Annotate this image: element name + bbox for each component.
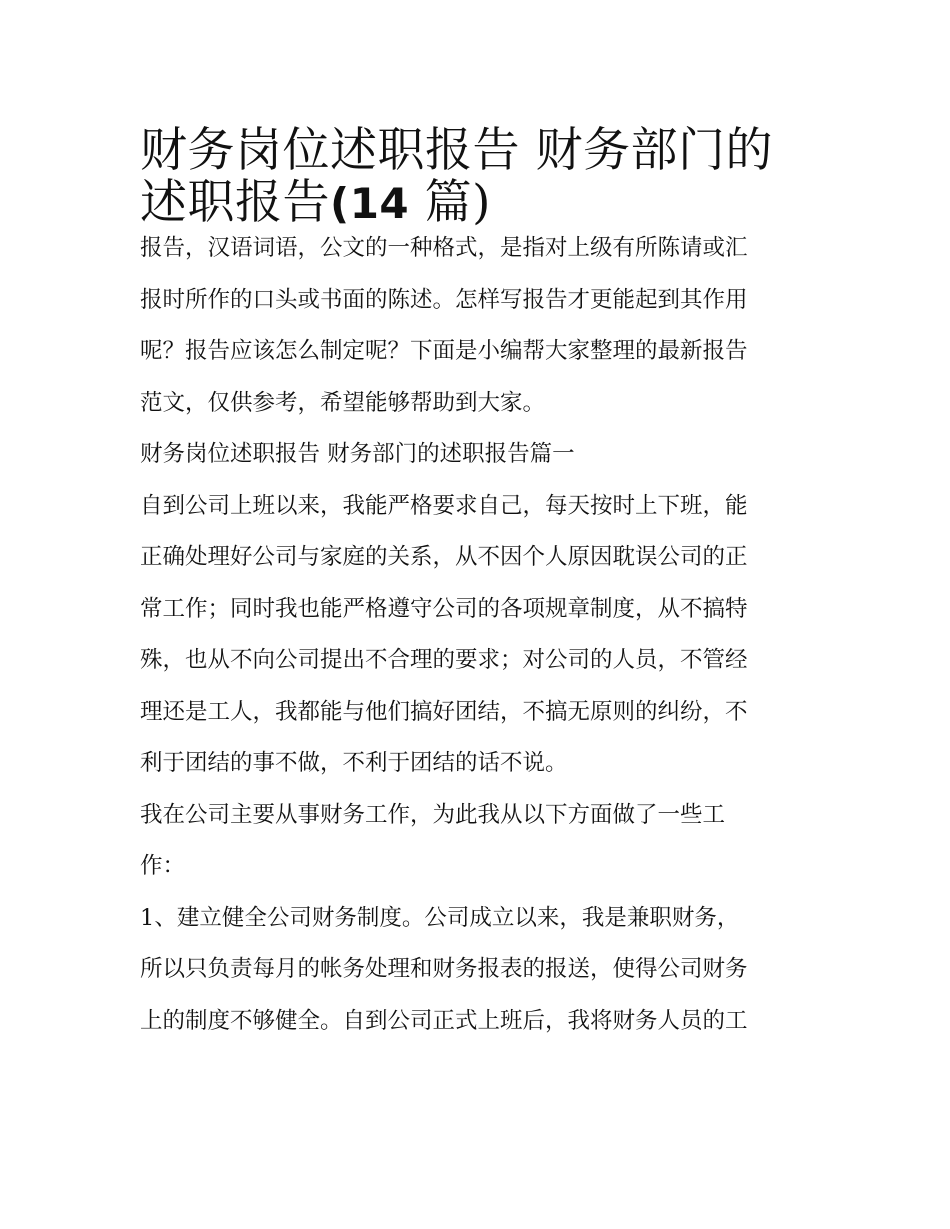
text-line: 报时所作的口头或书面的陈述。怎样写报告才更能起到其作用 [140, 286, 748, 313]
text-line: 我在公司主要从事财务工作，为此我从以下方面做了一些工 [140, 801, 726, 828]
title-suffix: 篇) [409, 174, 491, 230]
title-paren-open: ( [330, 178, 350, 228]
text-line: 所以只负责每月的帐务处理和财务报表的报送，使得公司财务 [140, 956, 748, 982]
body-paragraph-2 [140, 790, 815, 893]
intro-paragraph [140, 223, 815, 429]
text-line: 1、建立健全公司财务制度。公司成立以来，我是兼职财务， [140, 904, 740, 931]
text-line: 报告，汉语词语，公文的一种格式，是指对上级有所陈请或汇 [140, 235, 748, 261]
title-line-1: 财务岗位述职报告 财务部门的 [140, 123, 773, 178]
text-line: 范文，仅供参考，希望能够帮助到大家。 [140, 389, 546, 416]
text-line: 作： [140, 853, 186, 879]
body-paragraph-1 [140, 481, 815, 790]
text-line: 上的制度不够健全。自到公司正式上班后，我将财务人员的工 [140, 1007, 748, 1034]
section-heading-text: 财务岗位述职报告 财务部门的述职报告篇一 [140, 441, 575, 467]
section-heading [140, 429, 815, 481]
document-body [140, 112, 815, 1047]
title-count: 14 [349, 178, 410, 228]
list-item-1 [140, 893, 815, 1048]
text-line: 正确处理好公司与家庭的关系，从不因个人原因耽误公司的正 [140, 544, 748, 570]
text-line: 常工作；同时我也能严格遵守公司的各项规章制度，从不搞特 [140, 595, 748, 622]
text-line: 利于团结的事不做，不利于团结的话不说。 [140, 750, 568, 776]
text-line: 呢？报告应该怎么制定呢？下面是小编帮大家整理的最新报告 [140, 338, 748, 364]
text-line: 殊，也从不向公司提出不合理的要求；对公司的人员，不管经 [140, 647, 748, 673]
document-title [140, 112, 815, 230]
text-line: 理还是工人，我都能与他们搞好团结，不搞无原则的纠纷，不 [140, 698, 748, 725]
title-line-2-text: 述职报告 [140, 174, 330, 230]
text-line: 自到公司上班以来，我能严格要求自己，每天按时上下班，能 [140, 492, 748, 519]
